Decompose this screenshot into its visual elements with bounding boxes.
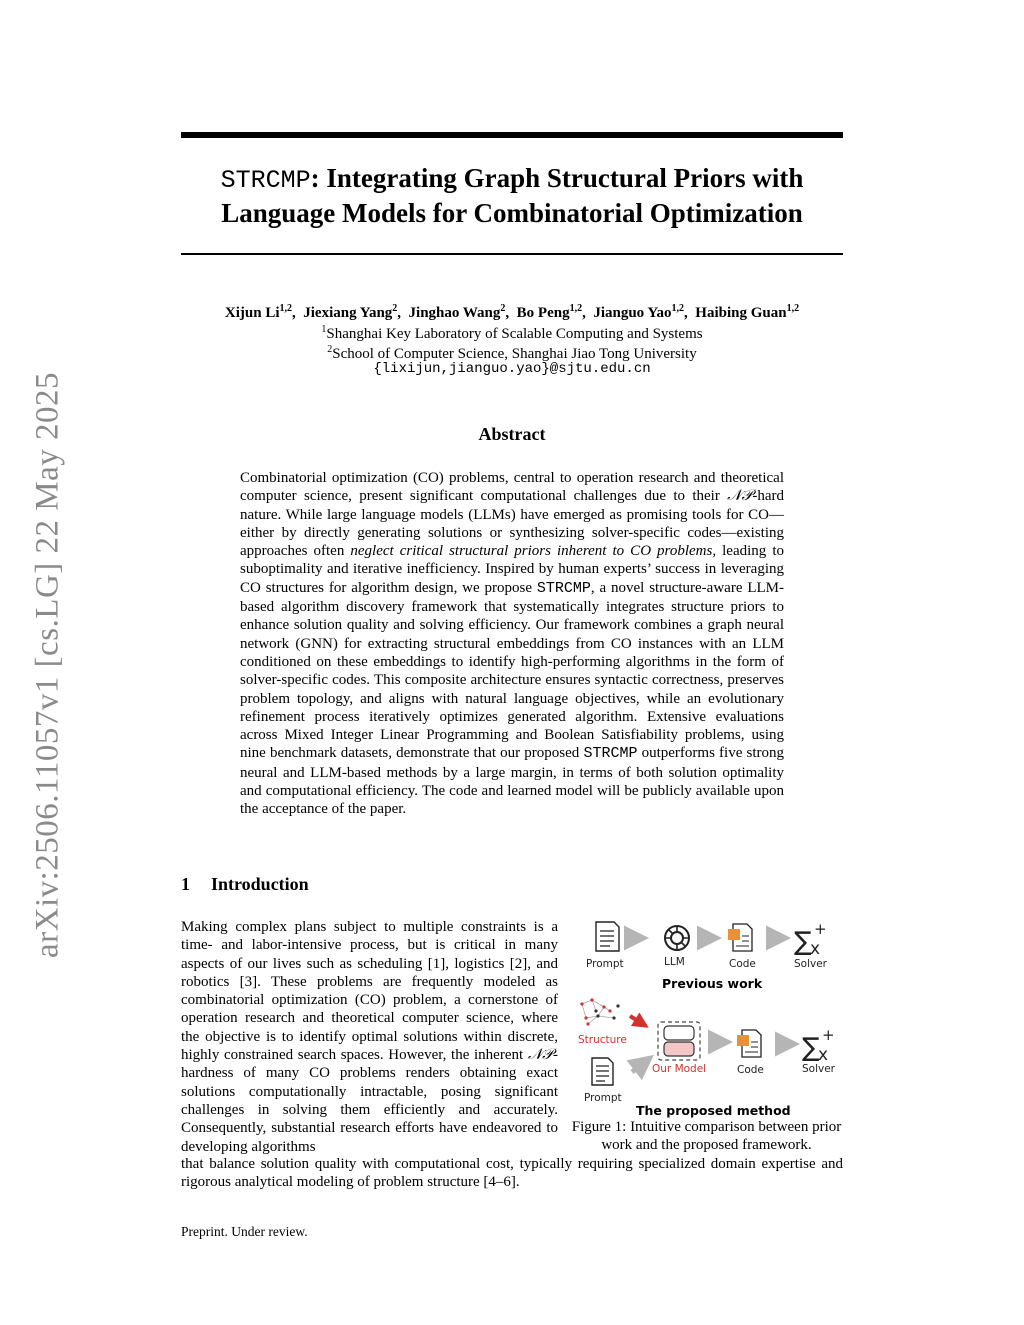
intro-paragraph: Making complex plans subject to multiple constraints is a time- and labor-intensive process, but is critical in many aspects of our lives such as scheduling [1], logistics [2], and robotics [3]. These problems are frequently modeled as combinatorial optimization (CO) problem, a cornerstone of operation research and theoretical computer science, where the objective is to identify optimal solutions within discrete, highly constrained search spaces. However, the inherent 𝒩𝒫-hardness of many CO problems renders obtaining exact solutions computationally intractable, posing significant challenges in solving them efficiently and accurately. Consequently, substantial research efforts have endeavored to developing algorithms — [181, 919, 558, 1155]
affiliation-2: $^2$School of Computer Science, Shanghai Jiao Tong University — [327, 344, 697, 362]
title-bottom-rule — [181, 253, 843, 255]
label-code-2: Code — [737, 1064, 764, 1076]
figure-caption: Figure 1: Intuitive comparison between prior work and the proposed framework. — [571, 1119, 842, 1154]
label-solver: Solver — [794, 958, 827, 970]
document-icon — [596, 922, 619, 951]
method-name: STRCMP — [536, 579, 591, 597]
author: Haibing Guan$^{1,2}$ — [695, 303, 800, 321]
method-name: STRCMP — [583, 745, 638, 763]
author: Jiexiang Yang$^2$ — [303, 303, 398, 321]
structure-arrow — [630, 1016, 646, 1026]
flow-arrow — [632, 1058, 650, 1072]
abstract-emphasis: neglect critical structural priors inherent to CO problems — [350, 543, 713, 560]
method-name: STRCMP — [220, 166, 311, 195]
arxiv-id: arXiv:2506.11057v1 [cs.LG] 22 May 2025 — [29, 371, 66, 959]
label-code: Code — [729, 958, 756, 970]
svg-text:∑: ∑ — [794, 927, 812, 957]
graph-structure-icon — [580, 998, 619, 1025]
footer-note: Preprint. Under review. — [181, 1224, 308, 1239]
document-icon — [592, 1058, 613, 1085]
label-previous-work: Previous work — [662, 976, 763, 991]
section-heading-introduction: 1 Introduction — [181, 874, 309, 894]
svg-text:x: x — [818, 1045, 829, 1065]
label-structure: Structure — [578, 1034, 627, 1046]
author-emails: {lixijun,jianguo.yao}@sjtu.edu.cn — [373, 361, 651, 377]
author: Xijun Li$^{1,2}$ — [224, 303, 292, 321]
arxiv-stamp — [18, 370, 78, 960]
intro-paragraph-continued: that balance solution quality with computational cost, typically requiring specialized domain expertise and rigorous analytical modeling of problem structure [4–6]. — [181, 1156, 843, 1191]
figure-1 — [570, 912, 843, 1118]
svg-text:+: + — [822, 1026, 835, 1044]
sum-solver-icon — [802, 1026, 835, 1065]
label-prompt: Prompt — [586, 958, 624, 970]
label-llm: LLM — [664, 956, 685, 968]
svg-text:x: x — [810, 939, 821, 959]
figure-1-graphic — [570, 912, 843, 1118]
openai-logo-icon — [665, 926, 689, 950]
model-block-icon — [658, 1022, 700, 1060]
code-file-icon — [737, 1030, 761, 1057]
paper-title — [181, 162, 843, 230]
sum-solver-icon — [794, 920, 827, 959]
author: Jinghao Wang$^2$ — [408, 303, 506, 321]
svg-text:+: + — [814, 920, 827, 938]
title-top-rule — [181, 132, 843, 138]
abstract-heading: Abstract — [478, 424, 546, 444]
svg-text:∑: ∑ — [802, 1033, 820, 1063]
affiliation-1: $^1$Shanghai Key Laboratory of Scalable Computing and Systems — [321, 324, 703, 342]
author: Bo Peng$^{1,2}$ — [516, 303, 583, 321]
title-line2: Language Models for Combinatorial Optimization — [221, 198, 803, 228]
label-proposed-method: The proposed method — [636, 1103, 791, 1118]
author-list: Xijun Li$^{1,2}$, Jiexiang Yang$^2$, Jinghao Wang$^2$, Bo Peng$^{1,2}$, Jianguo Yao$^{1,2}$, Haibing Guan$^{1,2}$ — [224, 303, 800, 321]
abstract-text: Combinatorial optimization (CO) problems, central to operation research and theoretical computer science, present significant computational challenges due to their 𝒩𝒫-hard nature. While large language models (LLMs) have emerged as promising tools for CO—either by directly generating solutions or synthesizing solver-specific codes—existing approaches often neglect critical structural priors inherent to CO problems, leading to suboptimality and iterative inefficiency. Inspired by human experts’ success in leveraging CO structures for algorithm design, we propose STRCMP, a novel structure-aware LLM-based algorithm discovery framework that systematically integrates structure priors to enhance solution quality and solving efficiency. Our framework combines a graph neural network (GNN) for extracting structural embeddings from CO instances with an LLM conditioned on these embeddings to identify high-performing algorithms in the form of solver-specific codes. This composite architecture ensures syntactic correctness, preserves problem topology, and aligns with natural language objectives, while an evolutionary refinement process iteratively optimizes generated algorithm. Extensive evaluations across Mixed Integer Linear Programming and Boolean Satisfiability problems, using nine benchmark datasets, demonstrate that our proposed STRCMP outperforms five strong neural and LLM-based methods by a large margin, in terms of both solution optimality and computational efficiency. The code and learned model will be publicly available upon the acceptance of the paper. — [240, 470, 784, 818]
code-file-icon — [728, 924, 752, 951]
title-line1: : Integrating Graph Structural Priors with — [310, 163, 804, 193]
label-prompt-2: Prompt — [584, 1092, 622, 1104]
author: Jianguo Yao$^{1,2}$ — [593, 303, 685, 321]
label-our-model: Our Model — [652, 1063, 707, 1075]
label-solver-2: Solver — [802, 1063, 835, 1075]
